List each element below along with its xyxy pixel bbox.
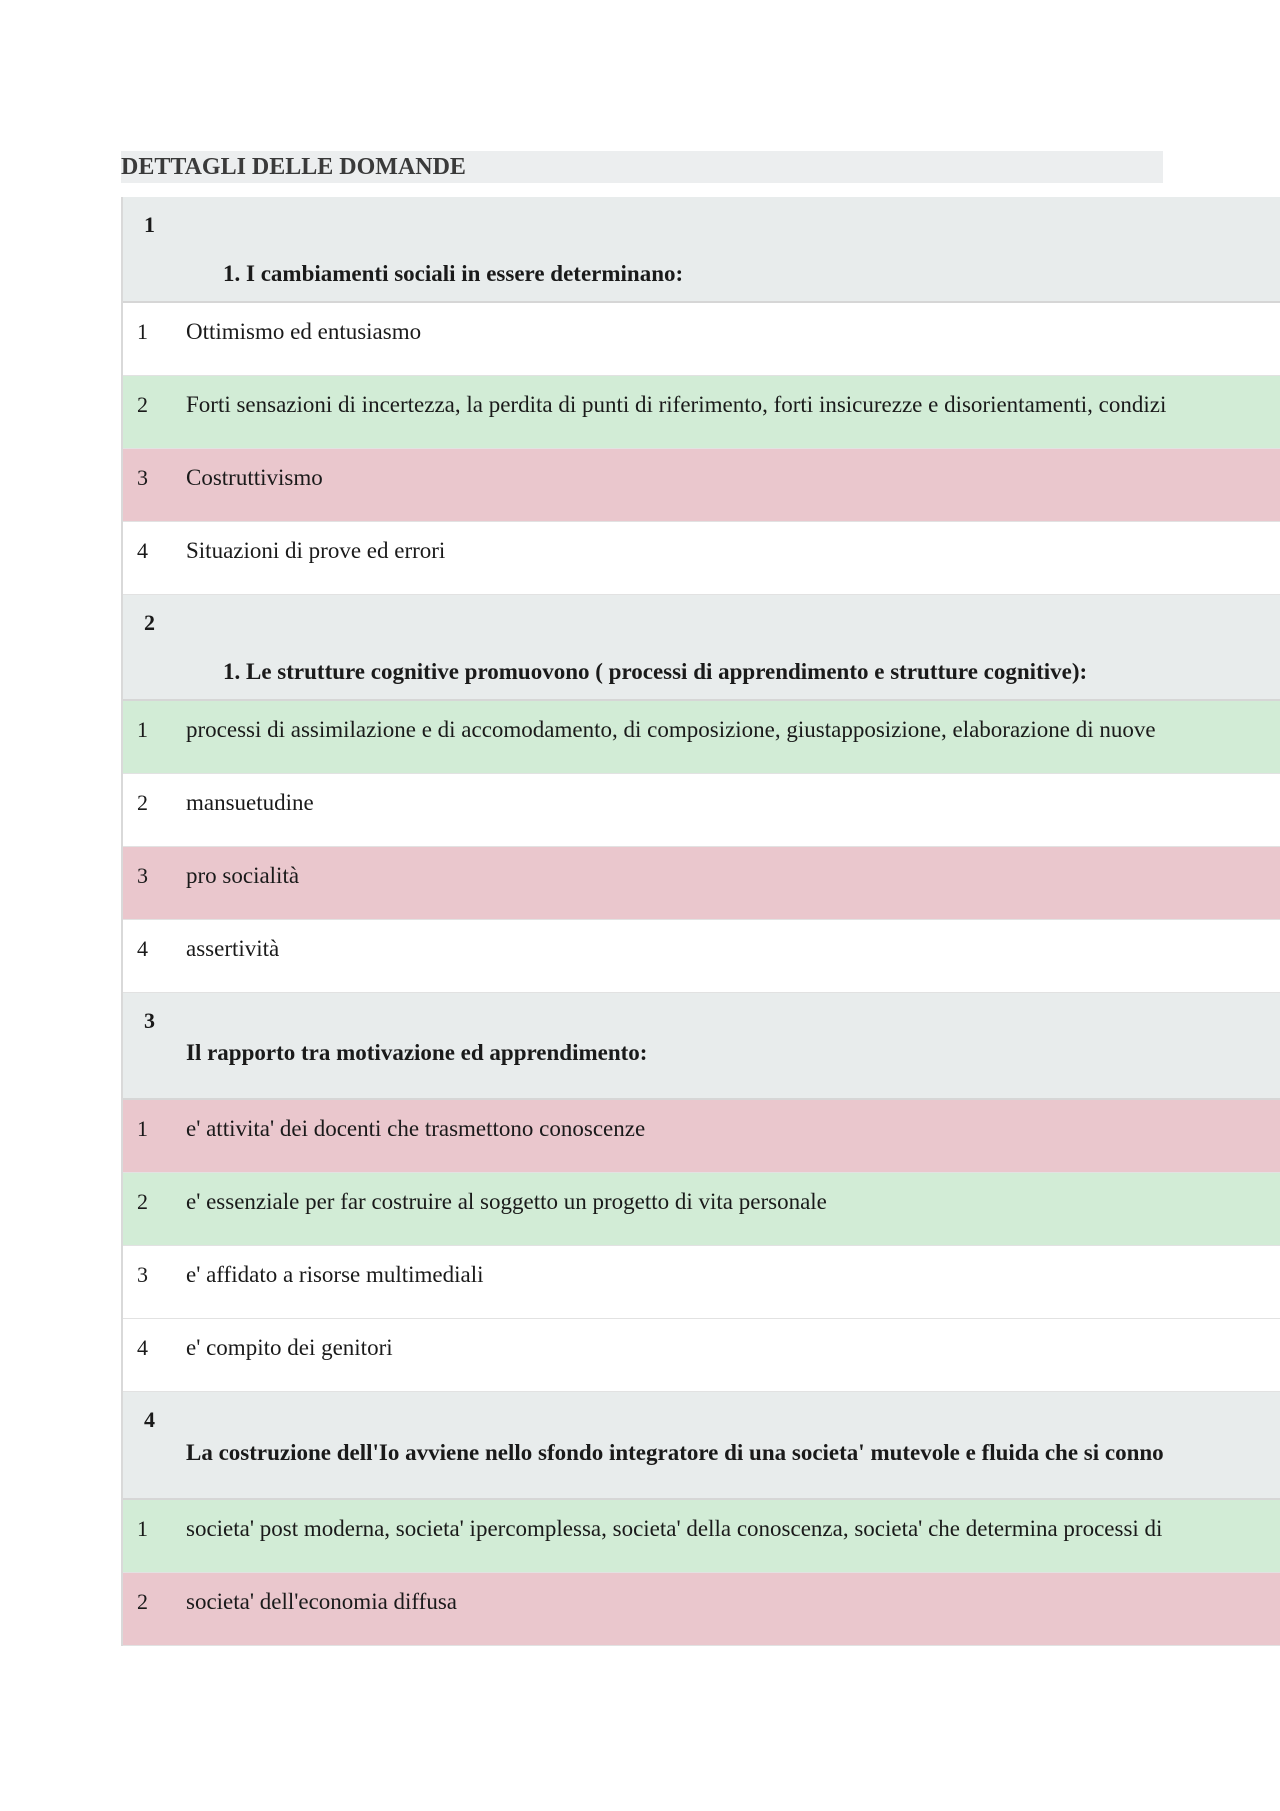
answer-index: 4	[137, 538, 148, 563]
answer-text: e' essenziale per far costruire al soggetto un progetto di vita personale	[186, 1189, 827, 1214]
answer-index: 1	[137, 717, 148, 742]
question-number: 3	[144, 1008, 155, 1033]
question-number: 2	[144, 610, 155, 635]
answer-index: 4	[137, 936, 148, 961]
answer-text: Ottimismo ed entusiasmo	[186, 319, 422, 344]
question-header	[123, 595, 1280, 701]
answer-index: 2	[137, 392, 148, 417]
answer-row	[123, 1173, 1280, 1246]
answer-row	[123, 1500, 1280, 1573]
answer-text: Situazioni di prove ed errori	[186, 538, 446, 563]
answer-row	[123, 303, 1280, 376]
question-text: 1. Le strutture cognitive promuovono ( processi di apprendimento e strutture cognitive):	[223, 659, 1088, 684]
answer-index: 1	[137, 1516, 148, 1541]
answer-text: e' attivita' dei docenti che trasmettono conoscenze	[186, 1116, 646, 1141]
answer-row	[123, 920, 1280, 993]
answer-row	[123, 1573, 1280, 1646]
answer-row	[123, 847, 1280, 920]
question-text: Il rapporto tra motivazione ed apprendimento:	[186, 1040, 648, 1065]
question-text: 1. I cambiamenti sociali in essere determinano:	[223, 261, 684, 286]
answer-text: assertività	[186, 936, 280, 961]
answer-text: mansuetudine	[186, 790, 314, 815]
answer-index: 1	[137, 319, 148, 344]
answer-text: processi di assimilazione e di accomodamento, di composizione, giustapposizione, elaborazione di nuove	[186, 717, 1156, 742]
answer-row	[123, 1246, 1280, 1319]
question-header	[123, 993, 1280, 1100]
answer-index: 3	[137, 863, 148, 888]
answer-text: pro socialità	[186, 863, 300, 888]
answer-row	[123, 1319, 1280, 1392]
answer-row	[123, 376, 1280, 449]
answer-text: Forti sensazioni di incertezza, la perdita di punti di riferimento, forti insicurezze e disorientamenti, condizi	[186, 392, 1167, 417]
answer-row	[123, 774, 1280, 847]
answer-row	[123, 522, 1280, 595]
question-header	[123, 197, 1280, 303]
answer-index: 2	[137, 1589, 148, 1614]
question-header	[123, 1392, 1280, 1500]
question-number: 4	[144, 1407, 155, 1432]
section-title: DETTAGLI DELLE DOMANDE	[121, 151, 1163, 183]
answer-row	[123, 701, 1280, 774]
answer-index: 2	[137, 790, 148, 815]
answer-index: 3	[137, 465, 148, 490]
answer-text: societa' post moderna, societa' ipercomplessa, societa' della conoscenza, societa' che determina processi di	[186, 1516, 1163, 1541]
answer-index: 3	[137, 1262, 148, 1287]
answer-index: 2	[137, 1189, 148, 1214]
answer-text: e' affidato a risorse multimediali	[186, 1262, 484, 1287]
answer-text: e' compito dei genitori	[186, 1335, 393, 1360]
answer-row	[123, 449, 1280, 522]
answer-index: 4	[137, 1335, 148, 1360]
answer-index: 1	[137, 1116, 148, 1141]
answer-text: societa' dell'economia diffusa	[186, 1589, 457, 1614]
question-text: La costruzione dell'Io avviene nello sfondo integratore di una societa' mutevole e fluida che si conno	[186, 1440, 1164, 1465]
answer-text: Costruttivismo	[186, 465, 323, 490]
answer-row	[123, 1100, 1280, 1173]
questions-table	[121, 197, 1280, 1646]
question-number: 1	[144, 212, 155, 237]
